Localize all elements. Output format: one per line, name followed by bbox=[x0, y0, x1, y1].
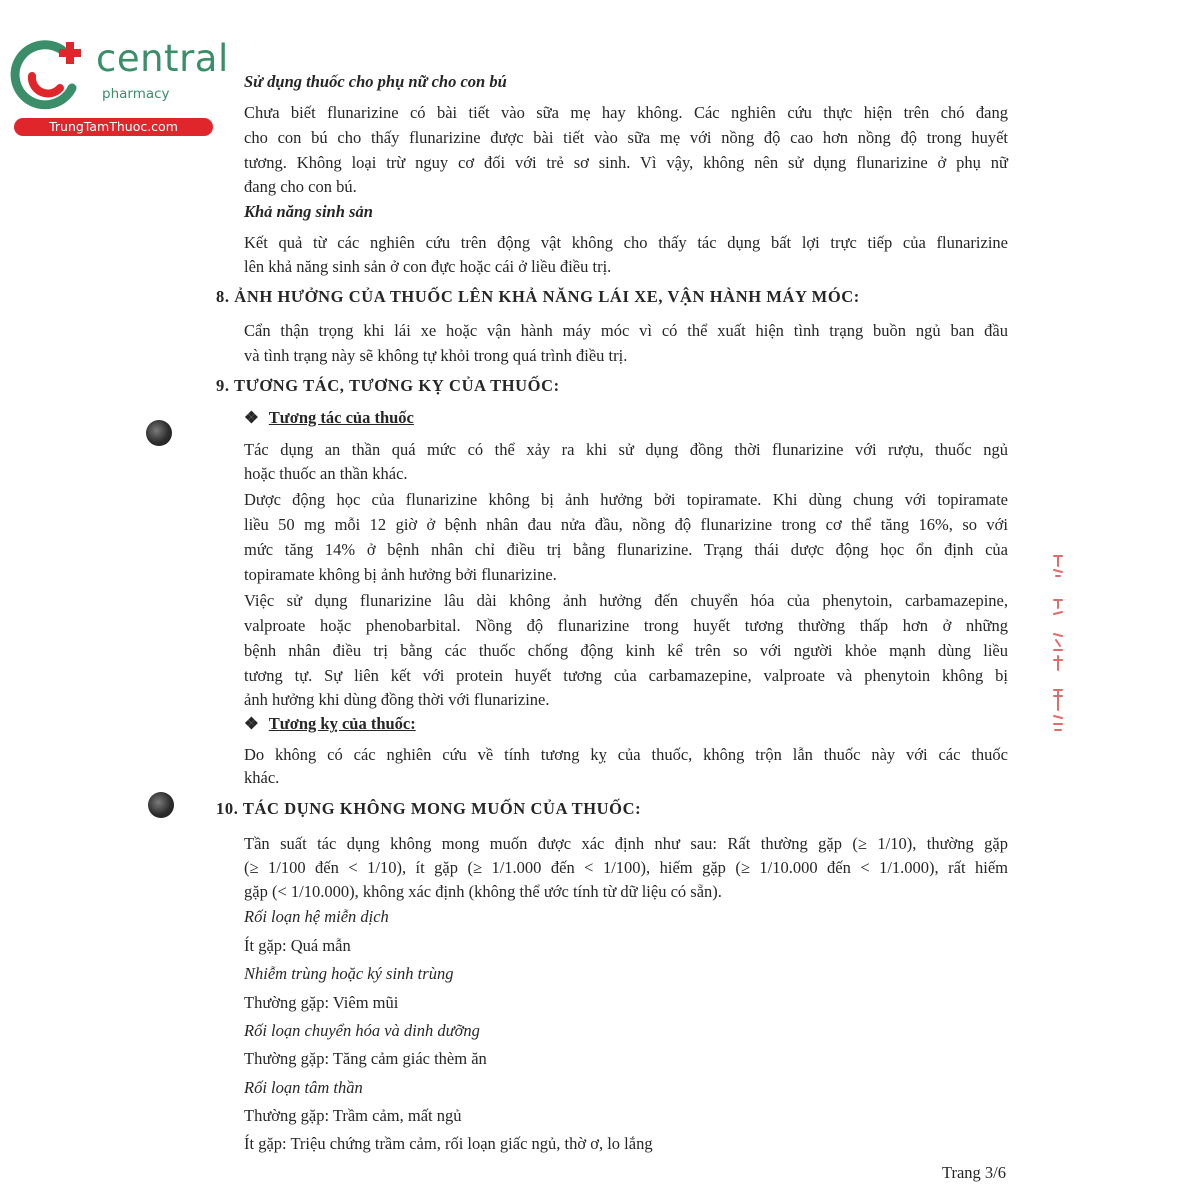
logo-brand-text: central bbox=[96, 37, 229, 80]
text-line: (≥ 1/100 đến < 1/10), ít gặp (≥ 1/1.000 đến < 1/100), hiếm gặp (≥ 1/10.000 đến < 1/1.000), rất hiếm bbox=[244, 858, 1008, 877]
text-line: Tác dụng an thần quá mức có thể xảy ra khi sử dụng đồng thời flunarizine với rượu, thuốc ngủ bbox=[244, 440, 1008, 459]
fertility-title: Khả năng sinh sản bbox=[244, 202, 373, 221]
effect-line: Thường gặp: Tăng cảm giác thèm ăn bbox=[244, 1049, 487, 1068]
interaction-title: Tương tác của thuốc bbox=[268, 408, 414, 427]
text-line: liều 50 mg mỗi 12 giờ ở bệnh nhân đau nửa đầu, nồng độ flunarizine trong cơ thể tăng 16%, so với bbox=[244, 515, 1008, 534]
logo-sub-text: pharmacy bbox=[102, 86, 170, 102]
effect-line: Ít gặp: Quá mẫn bbox=[244, 936, 351, 955]
text-line: Kết quả từ các nghiên cứu trên động vật không cho thấy tác dụng bất lợi trực tiếp của flunarizine bbox=[244, 233, 1008, 252]
bullet-icon: ❖ bbox=[244, 408, 259, 427]
logo-website-banner: TrungTamThuoc.com bbox=[14, 118, 213, 136]
category-title: Rối loạn hệ miễn dịch bbox=[244, 907, 389, 926]
text-line: tương. Không loại trừ nguy cơ đối với trẻ sơ sinh. Vì vậy, không nên sử dụng flunarizine ở phụ nữ bbox=[244, 153, 1008, 172]
text-line: và tình trạng này sẽ không tự khỏi trong quá trình điều trị. bbox=[244, 346, 628, 365]
section-8-heading: 8. ẢNH HƯỞNG CỦA THUỐC LÊN KHẢ NĂNG LÁI XE, VẬN HÀNH MÁY MÓC: bbox=[216, 287, 860, 306]
text-line: lên khả năng sinh sản ở con đực hoặc cái ở liều điều trị. bbox=[244, 257, 612, 276]
text-line: ảnh hưởng khi dùng đồng thời với flunarizine. bbox=[244, 690, 550, 709]
text-line: đang cho con bú. bbox=[244, 177, 357, 196]
category-title: Nhiễm trùng hoặc ký sinh trùng bbox=[244, 964, 454, 983]
text-line: mức tăng 14% ở bệnh nhân chỉ điều trị bằng flunarizine. Trạng thái dược động học ổn định của bbox=[244, 540, 1008, 559]
text-line: hoặc thuốc an thần khác. bbox=[244, 464, 408, 483]
text-line: Việc sử dụng flunarizine lâu dài không ảnh hưởng đến chuyển hóa của phenytoin, carbamazepine, bbox=[244, 591, 1008, 610]
text-line: tương tự. Sự liên kết với protein huyết tương của carbamazepine, valproate và phenytoin không bị bbox=[244, 666, 1008, 685]
incompatibility-subheading bbox=[244, 714, 416, 734]
text-line: Tần suất tác dụng không mong muốn được xác định như sau: Rất thường gặp (≥ 1/10), thường gặp bbox=[244, 834, 1008, 853]
section-10-heading: 10. TÁC DỤNG KHÔNG MONG MUỐN CỦA THUỐC: bbox=[216, 799, 642, 818]
incompatibility-title: Tương kỵ của thuốc: bbox=[268, 714, 416, 733]
text-line: gặp (< 1/10.000), không xác định (không thể ước tính từ dữ liệu có sẵn). bbox=[244, 882, 722, 901]
category-title: Rối loạn chuyển hóa và dinh dưỡng bbox=[244, 1021, 480, 1040]
page-number: Trang 3/6 bbox=[941, 1163, 1006, 1182]
text-line: valproate hoặc phenobarbital. Nồng độ flunarizine trong huyết tương thường thấp hơn ở những bbox=[244, 616, 1008, 635]
text-line: Chưa biết flunarizine có bài tiết vào sữa mẹ hay không. Các nghiên cứu thực hiện trên chó đang bbox=[244, 103, 1008, 122]
interaction-subheading bbox=[244, 408, 414, 428]
breastfeeding-title: Sử dụng thuốc cho phụ nữ cho con bú bbox=[244, 72, 507, 91]
text-line: Cẩn thận trọng khi lái xe hoặc vận hành máy móc vì có thể xuất hiện tình trạng buồn ngủ ban đầu bbox=[244, 321, 1008, 340]
text-line: Dược động học của flunarizine không bị ảnh hưởng bởi topiramate. Khi dùng chung với topiramate bbox=[244, 490, 1008, 509]
effect-line: Ít gặp: Triệu chứng trầm cảm, rối loạn giấc ngủ, thờ ơ, lo lắng bbox=[244, 1134, 653, 1153]
section-9-heading: 9. TƯƠNG TÁC, TƯƠNG KỴ CỦA THUỐC: bbox=[216, 376, 560, 395]
text-line: bệnh nhân điều trị bằng các thuốc chống động kinh kể trên so với người khỏe mạnh dùng liều bbox=[244, 641, 1008, 660]
effect-line: Thường gặp: Trầm cảm, mất ngủ bbox=[244, 1106, 462, 1125]
text-line: khác. bbox=[244, 768, 280, 787]
bullet-icon: ❖ bbox=[244, 714, 259, 733]
text-line: Do không có các nghiên cứu về tính tương kỵ của thuốc, không trộn lẫn thuốc này với các thuốc bbox=[244, 745, 1008, 764]
effect-line: Thường gặp: Viêm mũi bbox=[244, 993, 399, 1012]
category-title: Rối loạn tâm thần bbox=[244, 1078, 363, 1097]
text-line: cho con bú cho thấy flunarizine được bài tiết vào sữa mẹ với nồng độ cao hơn nồng độ trong huyết bbox=[244, 128, 1008, 147]
text-line: topiramate không bị ảnh hưởng bởi flunarizine. bbox=[244, 565, 557, 584]
